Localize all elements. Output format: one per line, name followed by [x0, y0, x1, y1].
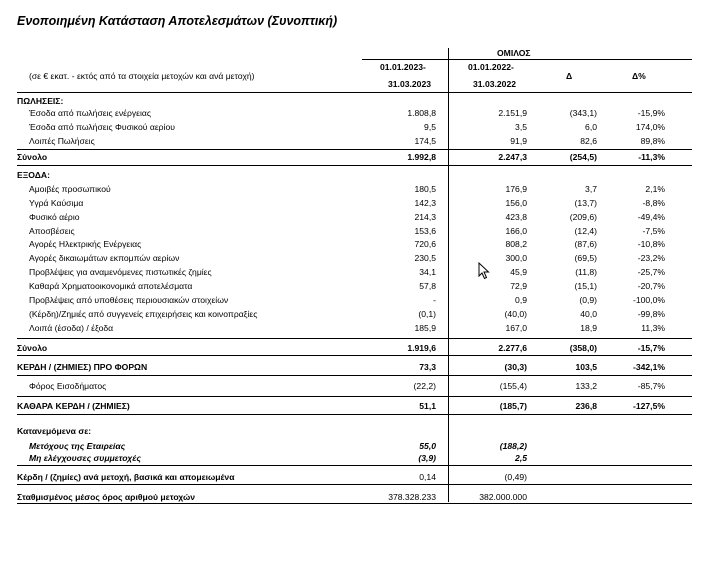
- table-row: [0, 266, 709, 278]
- value-2022: 808,2: [505, 239, 527, 249]
- value-2023: 1.808,8: [407, 108, 436, 118]
- value-delta: 40,0: [580, 309, 597, 319]
- row-label: Σταθμισμένος μέσος όρος αριθμού μετοχών: [17, 492, 196, 502]
- value-2022: 2.277,6: [498, 343, 527, 353]
- row-label: Αγορές δικαιωμάτων εκπομπών αερίων: [29, 253, 180, 263]
- header-bottom-rule: [17, 92, 692, 93]
- col2-header-line1: 01.01.2022-: [468, 62, 514, 72]
- mouse-cursor-icon: [478, 262, 490, 280]
- value-2022: (40,0): [504, 309, 527, 319]
- table-row: [0, 280, 709, 292]
- value-2023: 0,14: [419, 472, 436, 482]
- value-2023: 378.328.233: [388, 492, 436, 502]
- row-label: Σύνολο: [17, 343, 48, 353]
- value-delta-pct: -23,2%: [637, 253, 665, 263]
- value-delta-pct: 89,8%: [640, 136, 665, 146]
- col1-header-line1: 01.01.2023-: [380, 62, 426, 72]
- table-row: [0, 440, 709, 452]
- value-2022: 0,9: [515, 295, 527, 305]
- value-2022: (30,3): [504, 362, 527, 372]
- value-2023: 230,5: [414, 253, 436, 263]
- row-label: Λοιπές Πωλήσεις: [29, 136, 95, 146]
- row-label: Έσοδα από πωλήσεις ενέργειας: [29, 108, 152, 118]
- row-label: Καθαρά Χρηματοοικονομικά αποτελέσματα: [29, 281, 193, 291]
- table-row: [0, 121, 709, 133]
- units-note: (σε € εκατ. - εκτός από τα στοιχεία μετοχών και ανά μετοχή): [29, 71, 255, 81]
- allocation-rule: [17, 465, 692, 466]
- value-delta-pct: -11,3%: [638, 152, 665, 162]
- value-delta-pct: -49,4%: [637, 212, 665, 222]
- value-delta-pct: -15,7%: [637, 343, 665, 353]
- row-label: Κατανεμόμενα σε:: [17, 426, 92, 436]
- value-2023: 51,1: [419, 401, 436, 411]
- col3-header: Δ: [566, 71, 573, 81]
- group-header: ΟΜΙΛΟΣ: [497, 48, 531, 58]
- row-label: Υγρά Καύσιμα: [29, 198, 84, 208]
- value-delta-pct: -7,5%: [642, 226, 665, 236]
- value-delta: (87,6): [574, 239, 597, 249]
- value-2023: 180,5: [414, 184, 436, 194]
- tax-rule: [17, 396, 692, 397]
- table-row: [0, 238, 709, 250]
- row-label: Φόρος Εισοδήματος: [29, 381, 107, 391]
- expenses-total-rule: [17, 355, 692, 356]
- value-delta-pct: -100,0%: [632, 295, 665, 305]
- value-2022: 300,0: [505, 253, 527, 263]
- value-delta-pct: -127,5%: [632, 401, 665, 411]
- row-label: Προβλέψεις από υποθέσεις περιουσιακών στοιχείων: [29, 295, 229, 305]
- value-delta: (254,5): [569, 152, 597, 162]
- value-2023: 153,6: [414, 226, 436, 236]
- row-label: Αμοιβές προσωπικού: [29, 184, 111, 194]
- value-2023: 73,3: [419, 362, 436, 372]
- table-row: [0, 425, 709, 437]
- value-2023: -: [433, 295, 436, 305]
- table-row: [0, 225, 709, 237]
- value-delta: 236,8: [575, 401, 597, 411]
- table-row: [0, 361, 709, 373]
- row-label: Έσοδα από πωλήσεις Φυσικού αερίου: [29, 122, 175, 132]
- value-2022: 423,8: [505, 212, 527, 222]
- table-row: [0, 400, 709, 412]
- value-2023: (0,1): [418, 309, 436, 319]
- row-label: ΕΞΟΔΑ:: [17, 170, 50, 180]
- sales-total-rule: [17, 165, 692, 166]
- col4-header: Δ%: [632, 71, 646, 81]
- row-label: Μη ελέγχουσες συμμετοχές: [29, 453, 141, 463]
- value-delta-pct: -20,7%: [637, 281, 665, 291]
- table-row: [0, 135, 709, 147]
- value-2023: 55,0: [419, 441, 436, 451]
- row-label: Αγορές Ηλεκτρικής Ενέργειας: [29, 239, 142, 249]
- value-delta: (13,7): [574, 198, 597, 208]
- row-label: ΚΑΘΑΡΑ ΚΕΡΔΗ / (ΖΗΜΙΕΣ): [17, 401, 130, 411]
- table-row: [0, 197, 709, 209]
- sales-subtotal-rule: [17, 149, 692, 150]
- value-delta: (343,1): [569, 108, 597, 118]
- value-2023: 34,1: [419, 267, 436, 277]
- table-row: [0, 342, 709, 354]
- table-row: [0, 308, 709, 320]
- value-delta-pct: -85,7%: [637, 381, 665, 391]
- value-2022: 156,0: [505, 198, 527, 208]
- row-label: Φυσικό αέριο: [29, 212, 80, 222]
- row-label: ΠΩΛΗΣΕΙΣ:: [17, 96, 64, 106]
- value-2022: 2.247,3: [498, 152, 527, 162]
- value-2023: 174,5: [414, 136, 436, 146]
- table-row: [0, 95, 709, 107]
- shares-rule: [17, 503, 692, 504]
- table-row: [0, 169, 709, 181]
- value-2023: 1.992,8: [407, 152, 436, 162]
- row-label: (Κέρδη)/Ζημιές από συγγενείς επιχειρήσεις και κοινοπραξίες: [29, 309, 258, 319]
- value-2022: 45,9: [510, 267, 527, 277]
- value-delta-pct: -15,9%: [637, 108, 665, 118]
- value-2022: 72,9: [510, 281, 527, 291]
- value-delta: (69,5): [574, 253, 597, 263]
- expenses-subtotal-rule: [17, 338, 692, 339]
- value-2023: 9,5: [424, 122, 436, 132]
- row-label: ΚΕΡΔΗ / (ΖΗΜΙΕΣ) ΠΡΟ ΦΟΡΩΝ: [17, 362, 148, 372]
- value-2023: 185,9: [414, 323, 436, 333]
- value-delta-pct: -10,8%: [637, 239, 665, 249]
- value-2022: 3,5: [515, 122, 527, 132]
- value-delta: (12,4): [574, 226, 597, 236]
- value-delta-pct: -25,7%: [637, 267, 665, 277]
- value-2022: (155,4): [499, 381, 527, 391]
- value-delta: 82,6: [580, 136, 597, 146]
- value-delta-pct: -8,8%: [642, 198, 665, 208]
- value-delta-pct: 2,1%: [645, 184, 665, 194]
- table-row: [0, 151, 709, 163]
- table-row: [0, 322, 709, 334]
- value-2023: 720,6: [414, 239, 436, 249]
- table-row: [0, 252, 709, 264]
- value-2022: 166,0: [505, 226, 527, 236]
- col1-header-line2: 31.03.2023: [388, 79, 432, 89]
- value-delta: (15,1): [574, 281, 597, 291]
- row-label: Αποσβέσεις: [29, 226, 75, 236]
- value-2022: 167,0: [505, 323, 527, 333]
- value-2022: 2.151,9: [498, 108, 527, 118]
- value-2022: (0,49): [504, 472, 527, 482]
- value-delta-pct: -99,8%: [637, 309, 665, 319]
- value-2023: (22,2): [413, 381, 436, 391]
- row-label: Κέρδη / (ζημίες) ανά μετοχή, βασικά και απομειωμένα: [17, 472, 235, 482]
- value-delta: (0,9): [579, 295, 597, 305]
- value-2022: 2,5: [515, 453, 527, 463]
- pretax-rule: [17, 375, 692, 376]
- net-profit-rule: [17, 414, 692, 415]
- row-label: Λοιπά (έσοδα) / έξοδα: [29, 323, 114, 333]
- value-2022: 382.000.000: [479, 492, 527, 502]
- table-row: [0, 183, 709, 195]
- value-delta-pct: -342,1%: [632, 362, 665, 372]
- value-2023: 57,8: [419, 281, 436, 291]
- page-title: Ενοποιημένη Κατάσταση Αποτελεσμάτων (Συνοπτική): [17, 14, 338, 28]
- value-2023: 142,3: [414, 198, 436, 208]
- value-delta: 133,2: [575, 381, 597, 391]
- value-2022: 176,9: [505, 184, 527, 194]
- table-row: [0, 107, 709, 119]
- value-delta: 6,0: [585, 122, 597, 132]
- table-row: [0, 491, 709, 503]
- value-delta-pct: 174,0%: [635, 122, 665, 132]
- value-delta-pct: 11,3%: [641, 323, 665, 333]
- table-row: [0, 471, 709, 483]
- row-label: Προβλέψεις για αναμενόμενες πιστωτικές ζημίες: [29, 267, 212, 277]
- col2-header-line2: 31.03.2022: [473, 79, 517, 89]
- value-2023: (3,9): [418, 453, 436, 463]
- value-2022: (188,2): [499, 441, 527, 451]
- table-row: [0, 380, 709, 392]
- row-label: Μετόχους της Εταιρείας: [29, 441, 126, 451]
- value-delta: 3,7: [585, 184, 597, 194]
- value-delta: (209,6): [569, 212, 597, 222]
- value-2023: 1.919,6: [407, 343, 436, 353]
- value-2023: 214,3: [414, 212, 436, 222]
- value-2022: (185,7): [499, 401, 527, 411]
- value-2022: 91,9: [510, 136, 527, 146]
- table-row: [0, 211, 709, 223]
- value-delta: 18,9: [580, 323, 597, 333]
- value-delta: (358,0): [569, 343, 597, 353]
- value-delta: 103,5: [575, 362, 597, 372]
- value-delta: (11,8): [575, 267, 597, 277]
- row-label: Σύνολο: [17, 152, 48, 162]
- eps-rule: [17, 484, 692, 485]
- table-row: [0, 294, 709, 306]
- table-row: [0, 452, 709, 464]
- group-header-underline: [362, 59, 692, 60]
